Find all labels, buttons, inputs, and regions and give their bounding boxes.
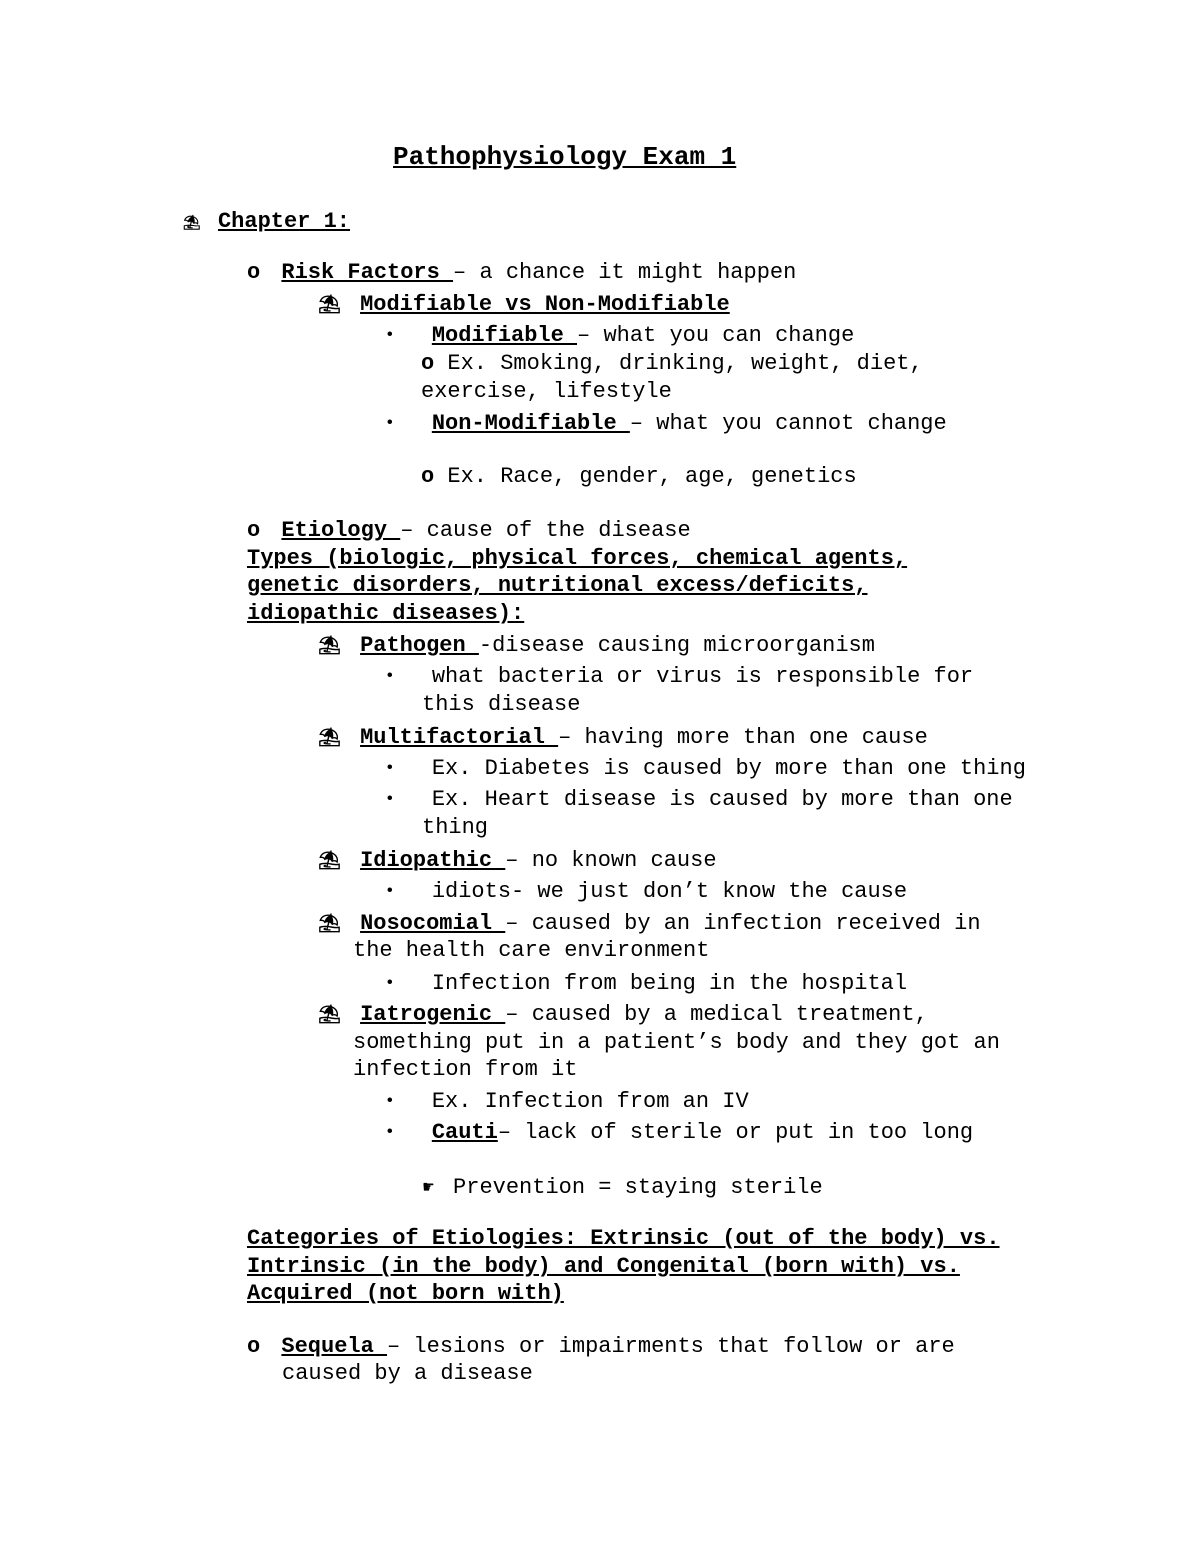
etiology-desc: – cause of the disease [400,518,691,543]
etiology-types-line2: genetic disorders, nutritional excess/deficits, [247,573,868,598]
categories-line1: Categories of Etiologies: Extrinsic (out of the body) vs. [247,1226,1000,1251]
chapter-heading [183,208,350,238]
dot-bullet-icon: • [385,882,395,900]
iatrogenic-term: Iatrogenic [360,1002,506,1027]
umbrella-bullet-icon: ⛱ [318,852,341,872]
dot-bullet-icon: • [385,414,395,432]
iatrogenic-desc-line3: infection from it [353,1057,578,1082]
pathogen-desc: -disease causing microorganism [478,633,875,658]
umbrella-bullet-icon: ⛱ [318,637,341,657]
idiopathic-item [318,847,717,876]
non-modifiable-desc: – what you cannot change [629,411,947,436]
modifiable-example-line2: exercise, lifestyle [421,379,672,404]
dot-bullet-icon: • [385,667,395,685]
sequela-desc-line2: caused by a disease [282,1361,533,1386]
multifactorial-bullet-1 [385,755,1026,784]
etiology-term: Etiology [281,518,401,543]
pathogen-term: Pathogen [360,633,479,658]
categories-line2: Intrinsic (in the body) and Congenital (born with) vs. [247,1254,960,1279]
prevention-text: Prevention = staying sterile [453,1175,823,1200]
iatrogenic-desc-line2: something put in a patient’s body and they got an [353,1030,1000,1055]
multifactorial-desc: – having more than one cause [558,725,928,750]
iatrogenic-bullet-1 [385,1088,749,1117]
risk-factors-term: Risk Factors [281,260,454,285]
pathogen-item [318,632,875,661]
nosocomial-item [318,910,981,939]
etiology-types-line3: idiopathic diseases): [247,601,525,626]
multifactorial-bullet-1-text: Ex. Diabetes is caused by more than one thing [431,756,1026,781]
multifactorial-term: Multifactorial [360,725,559,750]
iatrogenic-item [318,1001,928,1030]
umbrella-bullet-icon: ⛱ [318,915,341,935]
nosocomial-term: Nosocomial [360,911,506,936]
mod-vs-non-heading: Modifiable vs Non-Modifiable [360,292,730,317]
dot-bullet-icon: • [385,1123,395,1141]
risk-factors-desc: – a chance it might happen [453,260,797,285]
sequela-item [247,1333,955,1361]
idiopathic-bullet [385,878,907,907]
etiology-types-line1: Types (biologic, physical forces, chemical agents, [247,546,908,571]
non-modifiable-term: Non-Modifiable [431,411,630,436]
sequela-desc: – lesions or impairments that follow or are [387,1334,955,1359]
cauti-desc: – lack of sterile or put in too long [497,1120,974,1145]
pointing-hand-icon: ☛ [423,1179,434,1199]
cauti-bullet [385,1119,973,1148]
dot-bullet-icon: • [385,1092,395,1110]
sequela-term: Sequela [281,1334,388,1359]
nosocomial-desc-line2: the health care environment [353,938,710,963]
categories-line3: Acquired (not born with) [247,1281,564,1306]
dot-bullet-icon: • [385,790,395,808]
circle-bullet-icon: o [421,351,435,376]
multifactorial-bullet-2 [385,786,1013,815]
modifiable-term: Modifiable [431,323,578,348]
multifactorial-bullet-2-line2: thing [422,815,489,840]
page-title: Pathophysiology Exam 1 [393,142,737,172]
circle-bullet-icon: o [247,1334,261,1359]
circle-bullet-icon: o [247,260,261,285]
idiopathic-desc: – no known cause [505,848,717,873]
dot-bullet-icon: • [385,974,395,992]
cauti-term: Cauti [431,1120,498,1145]
prevention-note [423,1174,823,1203]
pathogen-bullet-line1: what bacteria or virus is responsible for [431,664,974,689]
umbrella-bullet-icon: ⛱ [318,296,341,316]
non-modifiable-example [421,463,857,491]
mod-vs-non-item [318,291,730,320]
iatrogenic-desc: – caused by a medical treatment, [505,1002,928,1027]
non-modifiable-example-text: Ex. Race, gender, age, genetics [447,464,857,489]
pathogen-bullet [385,663,973,692]
multifactorial-item [318,724,928,753]
risk-factors-item [247,259,796,287]
modifiable-item [385,322,854,351]
chapter-bullet-icon: ⛱ [183,216,201,232]
multifactorial-bullet-2-line1: Ex. Heart disease is caused by more than one [431,787,1013,812]
modifiable-example [421,350,923,378]
etiology-item [247,517,691,545]
circle-bullet-icon: o [421,464,435,489]
dot-bullet-icon: • [385,326,395,344]
chapter-label: Chapter 1: [217,209,351,234]
idiopathic-term: Idiopathic [360,848,506,873]
modifiable-desc: – what you can change [577,323,855,348]
idiopathic-bullet-text: idiots- we just don’t know the cause [431,879,908,904]
umbrella-bullet-icon: ⛱ [318,729,341,749]
nosocomial-desc: – caused by an infection received in [505,911,981,936]
modifiable-example-line1: Ex. Smoking, drinking, weight, diet, [447,351,923,376]
non-modifiable-item [385,410,947,439]
iatrogenic-bullet-1-text: Ex. Infection from an IV [431,1089,749,1114]
dot-bullet-icon: • [385,759,395,777]
nosocomial-bullet [385,970,907,999]
circle-bullet-icon: o [247,518,261,543]
nosocomial-bullet-text: Infection from being in the hospital [431,971,908,996]
umbrella-bullet-icon: ⛱ [318,1006,341,1026]
pathogen-bullet-line2: this disease [422,692,581,717]
